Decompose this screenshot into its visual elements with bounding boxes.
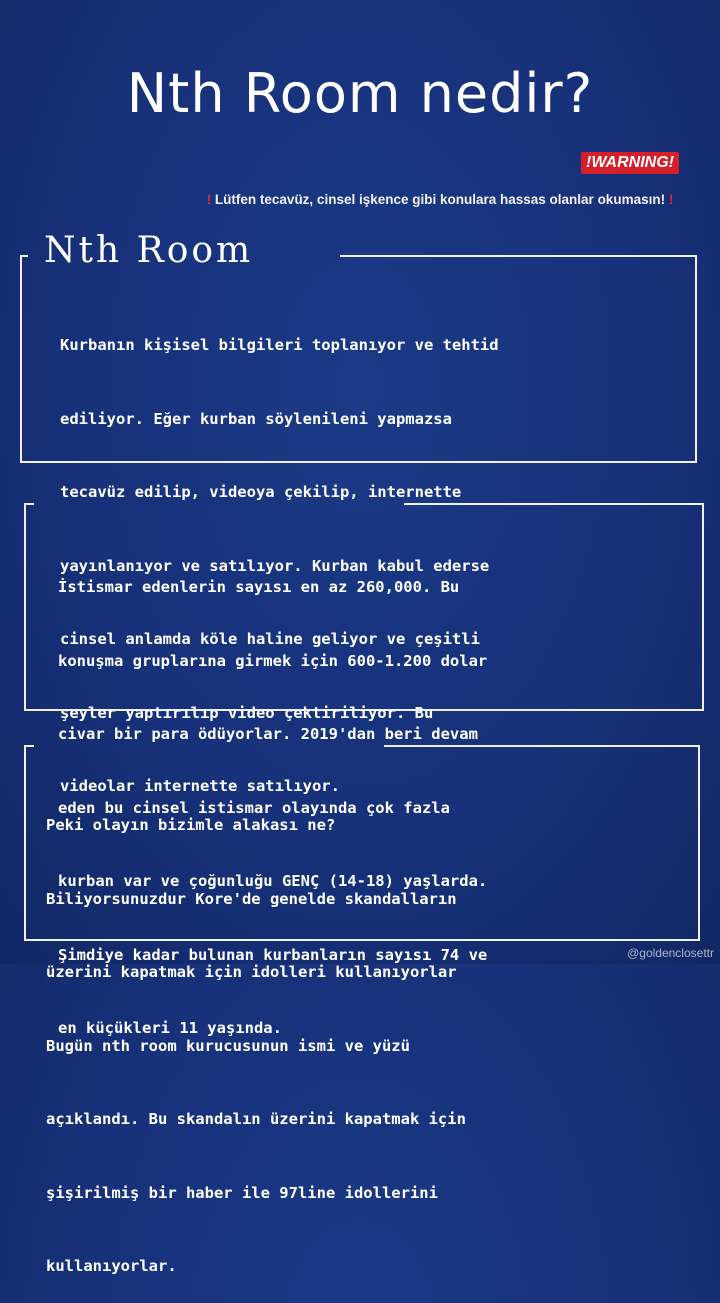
section-body: Kurbanın kişisel bilgileri toplanıyor ve tehtid ediliyor. Eğer kurban söylenileni yapmazsa tecavüz edilip, videoya çekilip, internette yayınlanıyor ve satılıyor. Kurban kabul ederse cinsel anlamda köle haline geliyor ve çeşitli şeyler yaptırılıp video çektiriliyor. Bu videolar internette satılıyor.	[60, 336, 499, 795]
warning-mark-icon: !	[668, 192, 674, 207]
section-body: İstismar edenlerin sayısı en az 260,000. Bu konuşma gruplarına girmek için 600-1.200 dolar civar bir para ödüyorlar. 2019'dan beri devam eden bu cinsel istismar olayında çok fazla kurban var ve çoğunluğu GENÇ (14-18) yaşlarda. Şimdiye kadar bulunan kurbanların sayısı 74 ve en küçükleri 11 yaşında.	[58, 578, 488, 1037]
warning-mark-icon: !	[206, 192, 212, 207]
watermark: @goldenclosettr	[627, 946, 714, 960]
section-heading: Nth Room	[44, 230, 254, 271]
warning-message	[180, 190, 700, 210]
page-title: Nth Room nedir?	[126, 62, 594, 125]
section-body: Peki olayın bizimle alakası ne? Biliyorsunuzdur Kore'de genelde skandalların üzerini kapatmak için idolleri kullanıyorlar Bugün nth room kurucusunun ismi ve yüzü açıklandı. Bu skandalın üzerini kapatmak için şişirilmiş bir haber ile 97line idollerini kullanıyorlar.	[46, 816, 466, 1275]
warning-badge: !WARNING!	[581, 152, 679, 174]
warning-text: Lütfen tecavüz, cinsel işkence gibi konulara hassas olanlar okumasın!	[214, 192, 666, 207]
